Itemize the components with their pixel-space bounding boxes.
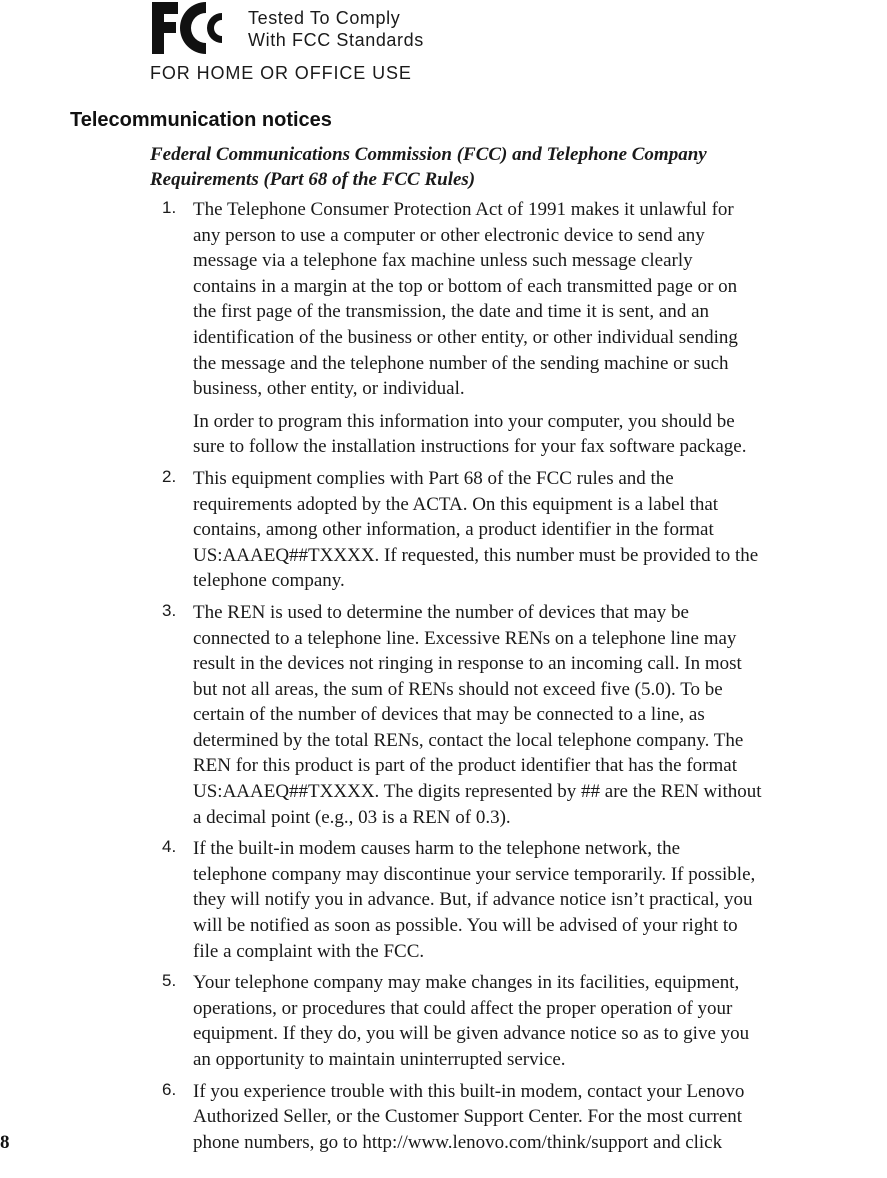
- text-line: identification of the business or other entity, or other individual sending: [193, 326, 738, 348]
- page-number: 8: [0, 1132, 10, 1153]
- text-line: equipment. If they do, you will be given advance notice so as to give you: [193, 1023, 750, 1045]
- text-line: This equipment complies with Part 68 of the FCC rules and the: [193, 467, 674, 489]
- fcc-home-office-use: FOR HOME OR OFFICE USE: [150, 63, 412, 83]
- text-line: file a complaint with the FCC.: [193, 940, 425, 962]
- text-line: will be notified as soon as possible. You will be advised of your right to: [193, 915, 738, 937]
- text-line: the first page of the transmission, the date and time it is sent, and an: [193, 301, 710, 323]
- text-line: business, other entity, or individual.: [193, 378, 465, 400]
- text-line: certain of the number of devices that may be connected to a line, as: [193, 704, 705, 726]
- notice-list: [150, 197, 887, 1161]
- text-line: Your telephone company may make changes in its facilities, equipment,: [193, 972, 740, 994]
- list-item: [150, 197, 887, 460]
- fcc-tested-line1: Tested To Comply: [248, 8, 401, 28]
- text-line: In order to program this information into your computer, you should be: [193, 410, 735, 432]
- text-line: US:AAAEQ##TXXXX. The digits represented by ## are the REN without: [193, 781, 762, 803]
- list-item-number: 2.: [162, 466, 177, 486]
- list-item: [150, 466, 887, 594]
- text-line: If the built-in modem causes harm to the telephone network, the: [193, 838, 680, 860]
- section-heading: Telecommunication notices: [70, 109, 332, 131]
- text-line: contains, among other information, a product identifier in the format: [193, 519, 714, 541]
- list-item-paragraph: [193, 970, 887, 1072]
- fcc-tested-text: [248, 7, 424, 51]
- text-line: US:AAAEQ##TXXXX. If requested, this number must be provided to the: [193, 544, 759, 566]
- text-line: an opportunity to maintain uninterrupted service.: [193, 1049, 566, 1070]
- fcc-logo: [150, 0, 228, 56]
- list-item-paragraph: [193, 1079, 887, 1156]
- list-item-paragraph: [193, 836, 887, 964]
- list-item-number: 5.: [162, 971, 177, 991]
- list-item-number: 3.: [162, 600, 177, 620]
- text-line: the message and the telephone number of the sending machine or such: [193, 352, 729, 374]
- text-line: telephone company may discontinue your service temporarily. If possible,: [193, 863, 756, 885]
- text-line: The Telephone Consumer Protection Act of 1991 makes it unlawful for: [193, 199, 734, 220]
- text-line: REN for this product is part of the product identifier that has the format: [193, 755, 737, 777]
- text-line: operations, or procedures that could affect the proper operation of your: [193, 997, 733, 1019]
- text-line: but not all areas, the sum of RENs should not exceed five (5.0). To be: [193, 678, 723, 700]
- text-line: contains in a margin at the top or bottom of each transmitted page or on: [193, 275, 738, 297]
- list-item-paragraph: [193, 600, 887, 830]
- fcc-compliance-block: [150, 0, 450, 90]
- fcc-tested-line2: With FCC Standards: [248, 30, 424, 50]
- text-line: phone numbers, go to http://www.lenovo.com/think/support and click: [193, 1131, 723, 1153]
- list-item-paragraph: [193, 197, 887, 402]
- list-item: [150, 600, 887, 830]
- text-line: determined by the total RENs, contact the local telephone company. The: [193, 729, 744, 751]
- text-line: requirements adopted by the ACTA. On this equipment is a label that: [193, 493, 719, 515]
- text-line: The REN is used to determine the number of devices that may be: [193, 601, 689, 623]
- list-item-number: 4.: [162, 837, 177, 857]
- text-line: result in the devices not ringing in response to an incoming call. In most: [193, 653, 742, 675]
- list-item: [150, 1079, 887, 1156]
- text-line: Authorized Seller, or the Customer Support Center. For the most current: [193, 1106, 743, 1128]
- list-item: [150, 836, 887, 964]
- text-line: they will notify you in advance. But, if advance notice isn’t practical, you: [193, 889, 753, 911]
- list-item-paragraph: [193, 466, 887, 594]
- text-line: message via a telephone fax machine unless such message clearly: [193, 250, 693, 272]
- text-line: any person to use a computer or other electronic device to send any: [193, 224, 705, 246]
- text-line: connected to a telephone line. Excessive RENs on a telephone line may: [193, 627, 737, 649]
- text-line: If you experience trouble with this built-in modem, contact your Lenovo: [193, 1080, 745, 1102]
- list-item-number: 1.: [162, 198, 177, 217]
- list-item-paragraph: [193, 409, 887, 460]
- sub-heading-line2: Requirements (Part 68 of the FCC Rules): [150, 169, 476, 190]
- sub-heading: [150, 142, 850, 192]
- text-line: a decimal point (e.g., 03 is a REN of 0.3).: [193, 806, 511, 828]
- text-line: telephone company.: [193, 570, 345, 592]
- text-line: sure to follow the installation instructions for your fax software package.: [193, 436, 747, 458]
- list-item-number: 6.: [162, 1079, 177, 1099]
- sub-heading-line1: Federal Communications Commission (FCC) and Telephone Company: [150, 144, 707, 165]
- list-item: [150, 970, 887, 1072]
